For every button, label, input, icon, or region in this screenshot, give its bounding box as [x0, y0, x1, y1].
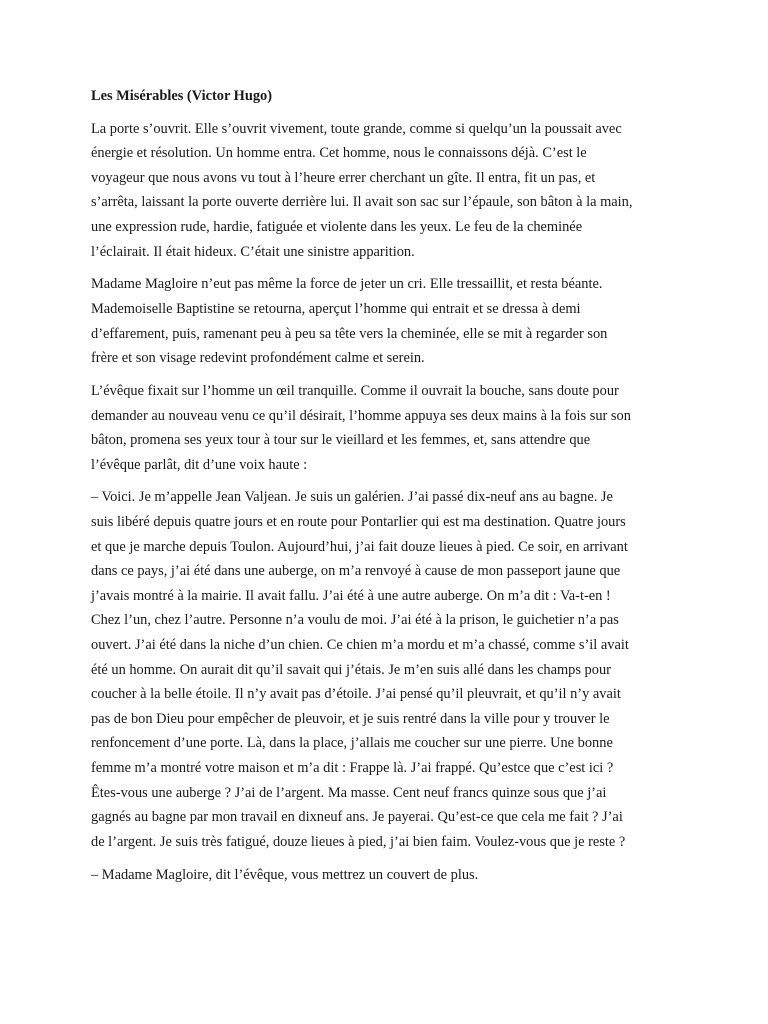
text-line: été un homme. On aurait dit qu’il savait qui j’étais. Je m’en suis allé dans les champs pour: [91, 661, 611, 678]
text-line: L’évêque fixait sur l’homme un œil tranquille. Comme il ouvrait la bouche, sans doute pour: [91, 382, 619, 399]
text-line: pas de bon Dieu pour empêcher de pleuvoir, et je suis rentré dans la ville pour y trouver le: [91, 710, 610, 727]
text-line: gagnés au bagne par mon travail en dixneuf ans. Je payerai. Qu’est-ce que cela me fait ? J’ai: [91, 809, 623, 826]
text-line: et que je marche depuis Toulon. Aujourd’hui, j’ai fait douze lieues à pied. Ce soir, en arrivant: [91, 538, 628, 555]
paragraph-1: [91, 117, 705, 265]
text-line: Madame Magloire n’eut pas même la force de jeter un cri. Elle tressaillit, et resta béante.: [91, 276, 603, 293]
text-line: ouvert. J’ai été dans la niche d’un chien. Ce chien m’a mordu et m’a chassé, comme s’il avait: [91, 637, 629, 654]
text-line: dans ce pays, j’ai été dans une auberge, on m’a renvoyé à cause de mon passeport jaune que: [91, 563, 621, 580]
text-line: énergie et résolution. Un homme entra. Cet homme, nous le connaissons déjà. C’est le: [91, 145, 587, 162]
text-line: coucher à la belle étoile. Il n’y avait pas d’étoile. J’ai pensé qu’il pleuvrait, et qu’il n’y avait: [91, 686, 621, 703]
text-line: – Madame Magloire, dit l’évêque, vous mettrez un couvert de plus.: [91, 866, 479, 883]
text-line: femme m’a montré votre maison et m’a dit : Frappe là. J’ai frappé. Qu’estce que c’est ici ?: [91, 760, 614, 776]
text-line: j’avais montré à la mairie. Il avait fallu. J’ai été à une autre auberge. On m’a dit : Va-t-en !: [91, 587, 611, 604]
paragraph-4: [91, 485, 705, 854]
text-line: Mademoiselle Baptistine se retourna, aperçut l’homme qui entrait et se dressa à demi: [91, 300, 581, 317]
text-line: l’éclairait. Il était hideux. C’était une sinistre apparition.: [91, 243, 415, 260]
text-line: Êtes-vous une auberge ? J’ai de l’argent. Ma masse. Cent neuf francs quinze sous que j’ai: [91, 784, 607, 801]
text-line: suis libéré depuis quatre jours et en route pour Pontarlier qui est ma destination. Quatre jours: [91, 514, 626, 531]
text-line: Chez l’un, chez l’autre. Personne n’a voulu de moi. J’ai été à la prison, le guichetier n’a pas: [91, 612, 619, 629]
text-line: bâton, promena ses yeux tour à tour sur le vieillard et les femmes, et, sans attendre que: [91, 432, 591, 449]
text-line: La porte s’ouvrit. Elle s’ouvrit vivement, toute grande, comme si quelqu’un la poussait avec: [91, 120, 622, 137]
paragraph-3: [91, 379, 705, 477]
text-line: demander au nouveau venu ce qu’il désirait, l’homme appuya ses deux mains à la fois sur son: [91, 407, 631, 424]
document-title: Les Misérables (Victor Hugo): [91, 88, 273, 104]
document-page: [91, 84, 705, 895]
paragraph-2: [91, 272, 705, 370]
text-line: – Voici. Je m’appelle Jean Valjean. Je suis un galérien. J’ai passé dix-neuf ans au bagne. Je: [91, 489, 613, 506]
text-line: renfoncement d’une porte. Là, dans la place, j’allais me coucher sur une pierre. Une bonne: [91, 735, 613, 752]
text-line: s’arrêta, laissant la porte ouverte derrière lui. Il avait son sac sur l’épaule, son bâton à la main,: [91, 194, 633, 211]
text-line: frère et son visage redevint profondément calme et serein.: [91, 350, 425, 367]
text-line: voyageur que nous avons vu tout à l’heure errer cherchant un gîte. Il entra, fit un pas, et: [91, 169, 596, 186]
text-line: d’effarement, puis, ramenant peu à peu sa tête vers la cheminée, elle se mit à regarder son: [91, 325, 608, 342]
text-line: l’évêque parlât, dit d’une voix haute :: [91, 456, 308, 473]
text-line: une expression rude, hardie, fatiguée et violente dans les yeux. Le feu de la cheminée: [91, 218, 583, 235]
text-line: de l’argent. Je suis très fatigué, douze lieues à pied, j’ai bien faim. Voulez-vous que je reste ?: [91, 833, 626, 850]
paragraph-5: [91, 863, 705, 888]
